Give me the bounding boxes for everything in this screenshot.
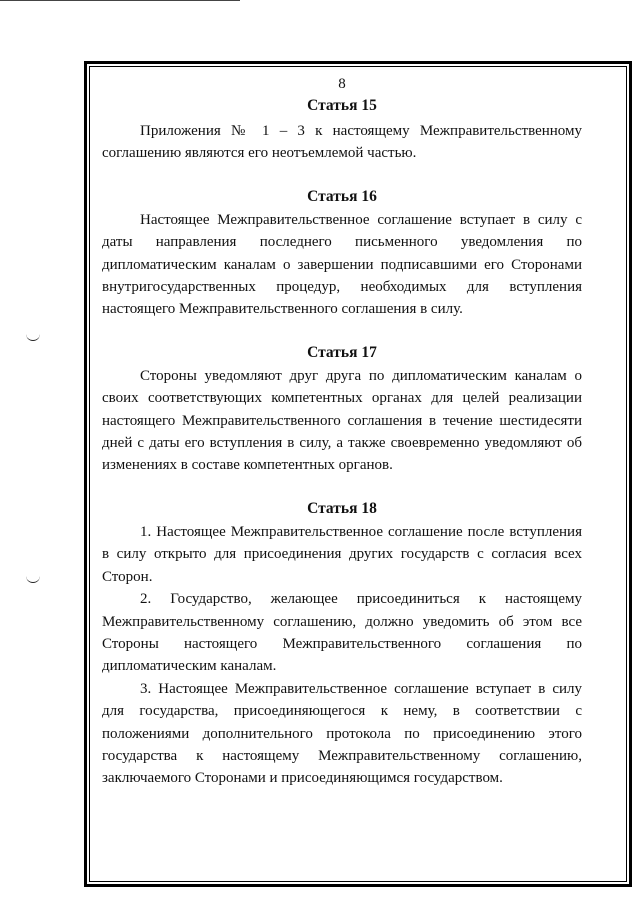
page-number: 8 xyxy=(338,76,346,92)
article-title: Статья 15 xyxy=(307,97,377,114)
article-title: Статья 17 xyxy=(307,343,377,361)
article-15 xyxy=(102,96,582,165)
article-16 xyxy=(102,187,582,321)
article-paragraph: 1. Настоящее Межправительственное соглашение после вступления в силу открыто для присоединения других государств с согласия всех Сторон. xyxy=(102,523,582,585)
article-17 xyxy=(102,343,582,477)
article-title: Статья 18 xyxy=(307,499,377,517)
punch-hole-mark-upper xyxy=(26,334,40,341)
scan-edge-line xyxy=(0,0,240,1)
article-paragraph: Приложения № 1 – 3 к настоящему Межправительственному соглашению являются его неотъемлемой частью. xyxy=(102,123,582,162)
article-18 xyxy=(102,499,582,790)
punch-hole-mark-lower xyxy=(26,576,40,583)
document-body xyxy=(102,74,582,790)
article-paragraph: 2. Государство, желающее присоединиться к настоящему Межправительственному соглашению, должно уведомить об этом все Стороны настоящего Межправительственного соглашения по дипломатическим каналам. xyxy=(102,591,582,675)
article-paragraph: Настоящее Межправительственное соглашение вступает в силу с даты направления последнего письменного уведомления по дипломатическим каналам о завершении подписавшими его Сторонами внутригосударственных процедур, необходимых для вступления настоящего Межправительственного соглашения в силу. xyxy=(102,211,582,318)
article-title: Статья 16 xyxy=(307,187,377,205)
article-paragraph: Стороны уведомляют друг друга по дипломатическим каналам о своих соответствующих компетентных органах для целей реализации настоящего Межправительственного соглашения в течение шестидесяти дней с даты его вступления в силу, а также своевременно уведомляют об изменениях в составе компетентных органов. xyxy=(102,367,582,474)
article-paragraph: 3. Настоящее Межправительственное соглашение вступает в силу для государства, присоединяющегося к нему, в соответствии с положениями дополнительного протокола по присоединению этого государства к настоящему Межправительственному соглашению, заключаемого Сторонами и присоединяющимся государством. xyxy=(102,680,582,787)
